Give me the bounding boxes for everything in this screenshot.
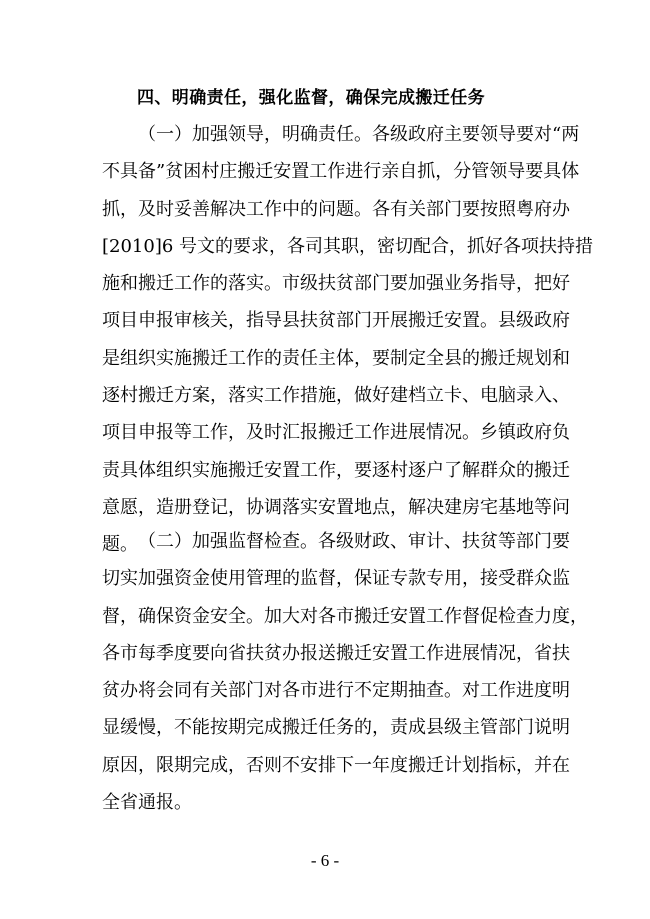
paragraph-line: 全省通报。 <box>102 792 192 814</box>
paragraph-line: 贫办将会同有关部门对各市进行不定期抽查。对工作进度明 <box>102 680 570 702</box>
paragraph-line: 责具体组织实施搬迁安置工作，要逐村逐户了解群众的搬迁 <box>102 459 570 481</box>
paragraph-line: 项目申报等工作，及时汇报搬迁工作进展情况。乡镇政府负 <box>102 422 570 444</box>
paragraph-line: 逐村搬迁方案，落实工作措施，做好建档立卡、电脑录入、 <box>102 385 570 407</box>
paragraph-line: 督，确保资金安全。加大对各市搬迁安置工作督促检查力度， <box>102 605 588 627</box>
section-heading: 四、明确责任，强化监督，确保完成搬迁任务 <box>137 88 485 108</box>
paragraph-leadership <box>102 116 594 564</box>
paragraph-line: 题。 <box>102 534 138 556</box>
paragraph-line: 原因，限期完成，否则不安排下一年度搬迁计划指标，并在 <box>102 754 570 776</box>
paragraph-line: 各市每季度要向省扶贫办报送搬迁安置工作进展情况，省扶 <box>102 642 570 664</box>
paragraph-line: 意愿，造册登记，协调落实安置地点，解决建房宅基地等问 <box>102 496 570 518</box>
paragraph-line: 不具备”贫困村庄搬迁安置工作进行亲自抓，分管领导要具体 <box>102 161 580 183</box>
paragraph-line: 项目申报审核关，指导县扶贫部门开展搬迁安置。县级政府 <box>102 310 570 332</box>
paragraph-line: 抓，及时妥善解决工作中的问题。各有关部门要按照粤府办 <box>102 198 570 220</box>
paragraph-supervision <box>102 523 588 821</box>
paragraph-line: 施和搬迁工作的落实。市级扶贫部门要加强业务指导，把好 <box>102 273 570 295</box>
paragraph-line: （一）加强领导，明确责任。各级政府主要领导要对“两 <box>138 124 580 145</box>
paragraph-line: [2010]6 号文的要求，各司其职，密切配合，抓好各项扶持措 <box>102 235 594 257</box>
paragraph-line: 切实加强资金使用管理的监督，保证专款专用，接受群众监 <box>102 568 570 590</box>
paragraph-line: 显缓慢，不能按期完成搬迁任务的，责成县级主管部门说明 <box>102 717 570 739</box>
paragraph-line: （二）加强监督检查。各级财政、审计、扶贫等部门要 <box>138 531 570 552</box>
page-number: - 6 - <box>310 851 340 870</box>
paragraph-line: 是组织实施搬迁工作的责任主体，要制定全县的搬迁规划和 <box>102 347 570 369</box>
